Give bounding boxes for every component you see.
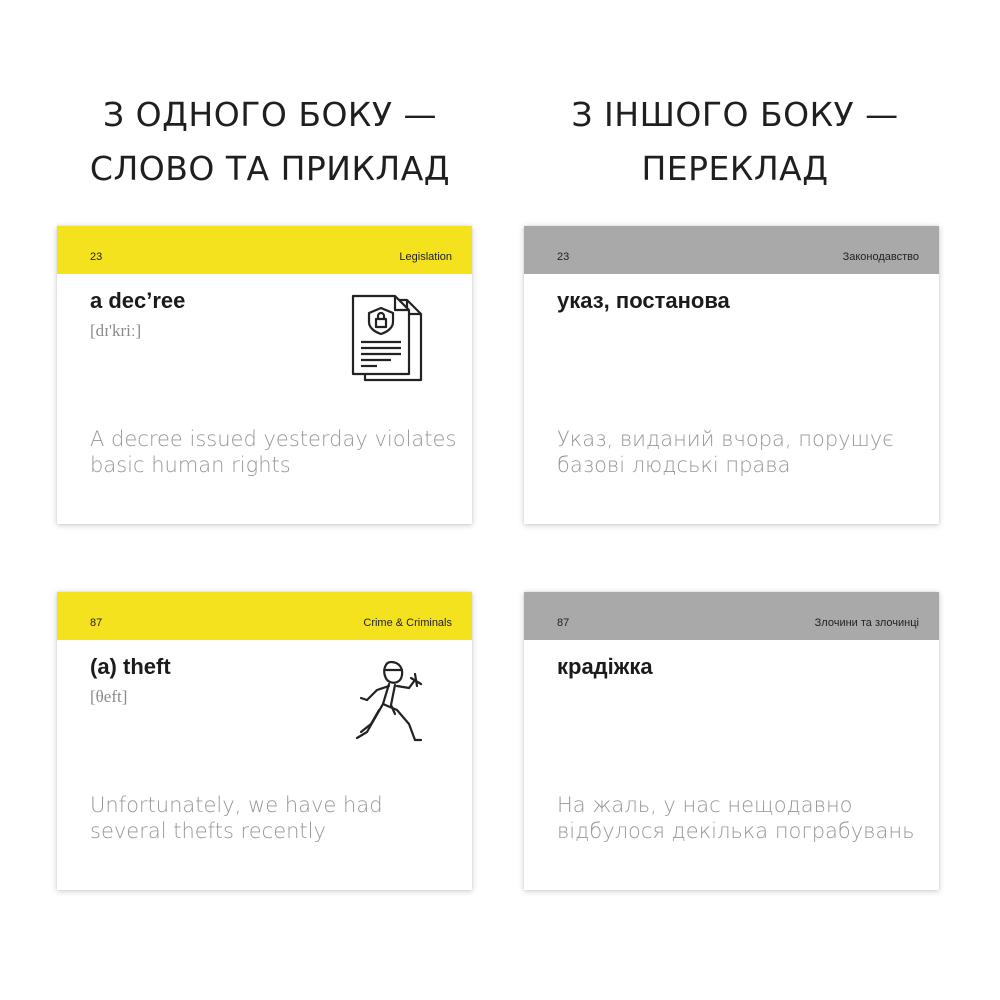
card-category-bar	[57, 592, 472, 640]
document-lock-icon	[347, 294, 427, 386]
card-category: Crime & Criminals	[363, 617, 452, 629]
running-thief-icon	[353, 658, 437, 752]
card-category: Злочини та злочинці	[814, 617, 919, 629]
card-example: Unfortunately, we have had several thefts recently	[90, 793, 383, 843]
heading-back-side	[525, 88, 945, 196]
card-category-bar	[524, 592, 939, 640]
card-pronunciation: [θeft]	[90, 687, 128, 706]
flashcard-front-decree	[57, 226, 472, 524]
card-number: 23	[90, 251, 103, 263]
heading-front-side	[60, 88, 480, 196]
card-number: 87	[557, 617, 570, 629]
card-word: a dec’ree	[90, 288, 186, 313]
card-word: (a) theft	[90, 654, 171, 679]
flashcard-back-theft	[524, 592, 939, 890]
card-number: 23	[557, 251, 570, 263]
card-translation: крадіжка	[557, 654, 653, 679]
card-category-bar	[57, 226, 472, 274]
heading-front-line2: СЛОВО ТА ПРИКЛАД	[89, 149, 451, 188]
heading-back-line1: З ІНШОГО БОКУ —	[571, 95, 899, 134]
heading-back-line2: ПЕРЕКЛАД	[641, 149, 829, 188]
flashcard-back-decree	[524, 226, 939, 524]
card-example-translation: На жаль, у нас нещодавно відбулося декілька пограбувань	[557, 793, 915, 843]
card-category: Законодавство	[842, 251, 919, 263]
card-example: A decree issued yesterday violates basic human rights	[90, 427, 457, 477]
card-category: Legislation	[399, 251, 452, 263]
card-category-bar	[524, 226, 939, 274]
flashcard-front-theft	[57, 592, 472, 890]
card-number: 87	[90, 617, 103, 629]
card-example-translation: Указ, виданий вчора, порушує базові людські права	[557, 427, 894, 477]
heading-front-line1: З ОДНОГО БОКУ —	[103, 95, 437, 134]
card-pronunciation: [dɪ'kriː]	[90, 321, 142, 340]
card-translation: указ, постанова	[557, 288, 730, 313]
